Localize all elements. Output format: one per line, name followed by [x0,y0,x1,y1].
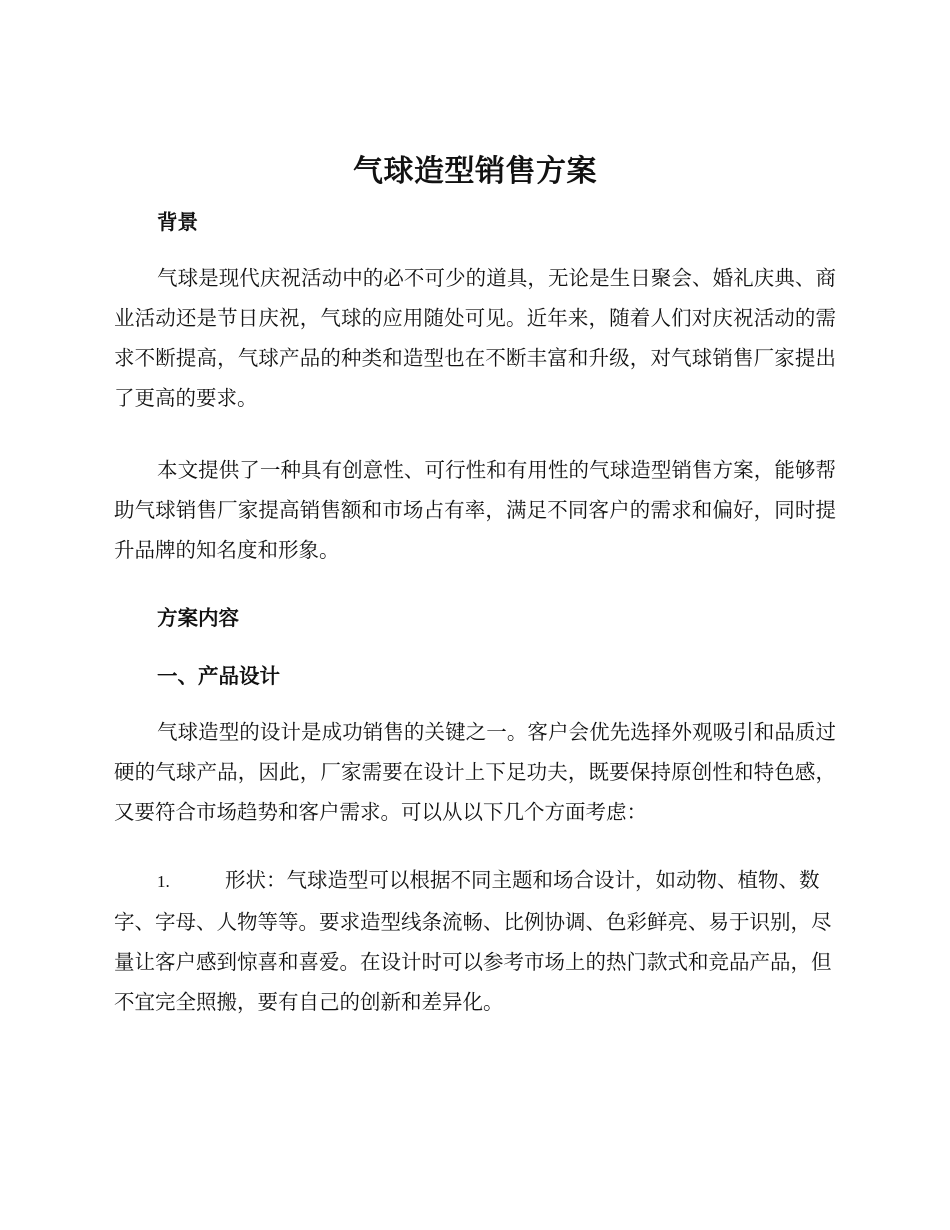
subsection-heading-product-design: 一、产品设计 [157,664,280,688]
paragraph-background-1: 气球是现代庆祝活动中的必不可少的道具，无论是生日聚会、婚礼庆典、商业活动还是节日庆祝，气球的应用随处可见。近年来，随着人们对庆祝活动的需求不断提高，气球产品的种类和造型也在不断丰富和升级，对气球销售厂家提出了更高的要求。 [114,266,836,410]
list-item-number: 1. [157,872,170,891]
paragraph-design-intro: 气球造型的设计是成功销售的关键之一。客户会优先选择外观吸引和品质过硬的气球产品，因此，厂家需要在设计上下足功夫，既要保持原创性和特色感，又要符合市场趋势和客户需求。可以从以下几个方面考虑： [114,720,836,824]
list-item-1 [114,860,836,1022]
document-title: 气球造型销售方案 [353,154,597,189]
section-heading-background: 背景 [157,210,198,234]
section-heading-plan: 方案内容 [157,606,239,630]
paragraph-background-2: 本文提供了一种具有创意性、可行性和有用性的气球造型销售方案，能够帮助气球销售厂家提高销售额和市场占有率，满足不同客户的需求和偏好，同时提升品牌的知名度和形象。 [114,458,836,562]
list-item-text: 形状：气球造型可以根据不同主题和场合设计，如动物、植物、数字、字母、人物等等。要求造型线条流畅、比例协调、色彩鲜亮、易于识别，尽量让客户感到惊喜和喜爱。在设计时可以参考市场上的热门款式和竞品产品，但不宜完全照搬，要有自己的创新和差异化。 [114,868,832,1014]
